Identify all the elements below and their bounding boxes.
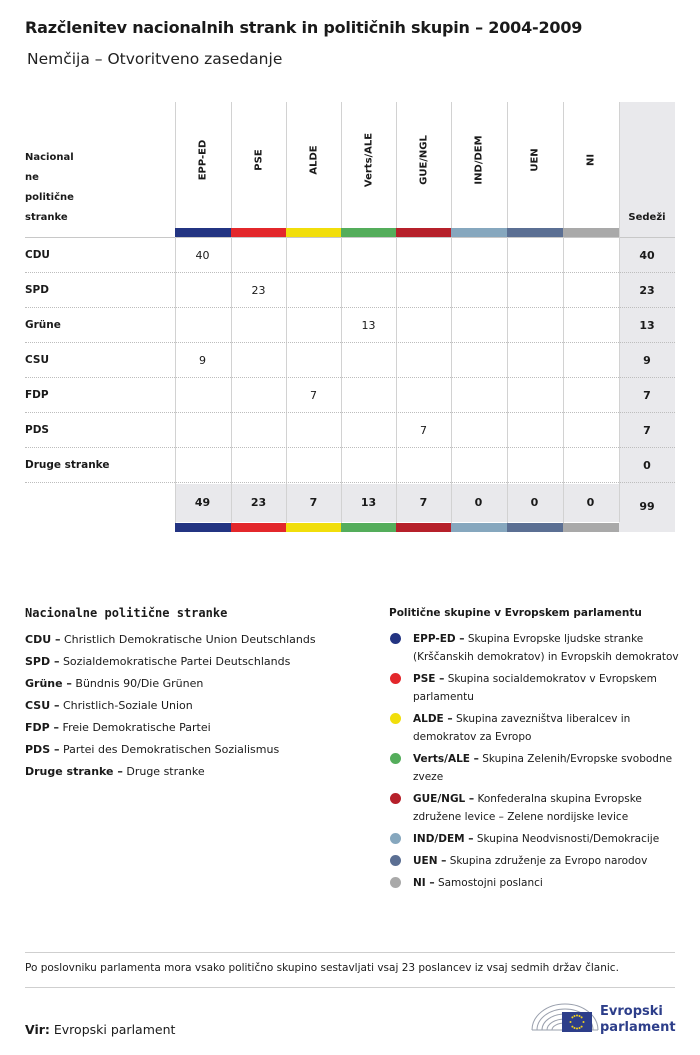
group-color-bar — [396, 228, 452, 237]
group-legend-item — [389, 874, 679, 892]
national-legend-item — [25, 742, 316, 764]
group-header-label: ALDE — [308, 145, 319, 175]
grand-total: 99 — [639, 500, 655, 513]
party-name: FDP — [25, 389, 49, 401]
group-color-bar — [451, 228, 507, 237]
group-color-bar — [231, 523, 287, 532]
page-subtitle: Nemčija – Otvoritveno zasedanje — [27, 50, 283, 68]
group-color-bar — [396, 523, 452, 532]
color-dot-icon — [390, 713, 401, 724]
national-legend-item — [25, 676, 316, 698]
divider — [25, 987, 675, 988]
legend-abbr: Verts/ALE – — [413, 753, 479, 765]
national-legend-item — [25, 698, 316, 720]
national-legend-item — [25, 632, 316, 654]
color-dot-icon — [390, 633, 401, 644]
group-header-label: UEN — [529, 148, 540, 172]
color-dot-icon — [390, 855, 401, 866]
group-header-label: IND/DEM — [473, 135, 484, 185]
national-header-line: ne — [25, 172, 39, 183]
source-line — [25, 1022, 175, 1037]
legend-abbr: GUE/NGL – — [413, 793, 475, 805]
group-total: 7 — [419, 496, 428, 509]
divider — [25, 952, 675, 953]
group-color-bar — [507, 228, 563, 237]
legend-abbr: SPD – — [25, 655, 60, 668]
legend-abbr: Druge stranke – — [25, 765, 123, 778]
groups-legend — [389, 630, 679, 896]
group-header-ind-dem — [451, 102, 506, 228]
group-header-label: GUE/NGL — [418, 135, 429, 185]
group-total: 0 — [474, 496, 483, 509]
group-legend-item — [389, 790, 679, 826]
color-dot-icon — [390, 833, 401, 844]
rules-note: Po poslovniku parlamenta mora vsako politično skupino sestavljati vsaj 23 poslancev iz vsaj sedmih držav članic. — [25, 962, 619, 974]
legend-name: Freie Demokratische Partei — [62, 721, 211, 734]
seat-cell: 9 — [199, 354, 206, 367]
legend-abbr: IND/DEM – — [413, 833, 474, 845]
group-header-pse — [231, 102, 286, 228]
group-color-bar — [286, 228, 342, 237]
group-header-verts-ale — [341, 102, 396, 228]
group-legend-item — [389, 630, 679, 666]
table-row — [25, 238, 675, 273]
row-seat-total: 7 — [643, 389, 651, 402]
group-header-alde — [286, 102, 341, 228]
seat-cell: 7 — [420, 424, 427, 437]
group-color-bar — [563, 523, 619, 532]
party-name: SPD — [25, 284, 49, 296]
seat-cell: 13 — [361, 319, 376, 332]
group-total: 13 — [360, 496, 377, 509]
table-row — [25, 273, 675, 308]
row-seat-total: 0 — [643, 459, 651, 472]
legend-name: Bündnis 90/Die Grünen — [75, 677, 204, 690]
legend-name: Skupina zavezništva liberalcev in demokratov za Evropo — [413, 713, 631, 743]
group-color-bar — [563, 228, 619, 237]
color-dot-icon — [390, 753, 401, 764]
national-header-line: Nacional — [25, 152, 74, 163]
party-name: Grüne — [25, 319, 61, 331]
legend-abbr: ALDE – — [413, 713, 453, 725]
legend-name: Samostojni poslanci — [437, 877, 543, 889]
national-legend — [25, 632, 316, 786]
legend-abbr: CDU – — [25, 633, 61, 646]
national-legend-item — [25, 654, 316, 676]
national-legend-item — [25, 764, 316, 786]
national-legend-title: Nacionalne politične stranke — [25, 606, 228, 620]
legend-abbr: PDS – — [25, 743, 60, 756]
row-seat-total: 40 — [639, 249, 655, 262]
page-title: Razčlenitev nacionalnih strank in političnih skupin – 2004-2009 — [25, 18, 583, 37]
row-seat-total: 13 — [639, 319, 655, 332]
row-seat-total: 23 — [639, 284, 655, 297]
group-color-bar — [507, 523, 563, 532]
source-value: Evropski parlament — [53, 1022, 176, 1037]
group-total: 23 — [250, 496, 267, 509]
group-total: 49 — [194, 496, 211, 509]
group-color-bar — [175, 523, 231, 532]
legend-abbr: UEN – — [413, 855, 447, 867]
table-row — [25, 448, 675, 483]
table-row — [25, 413, 675, 448]
color-dot-icon — [390, 793, 401, 804]
seat-cell: 7 — [310, 389, 317, 402]
group-color-bar — [341, 523, 397, 532]
groups-legend-title: Politične skupine v Evropskem parlamentu — [389, 607, 642, 619]
group-color-bar — [286, 523, 342, 532]
party-name: CDU — [25, 249, 50, 261]
legend-name: Christlich Demokratische Union Deutschlands — [63, 633, 316, 646]
table-row — [25, 343, 675, 378]
group-legend-item — [389, 710, 679, 746]
legend-name: Skupina Evropske ljudske stranke (Krščanskih demokratov) in Evropskih demokratov — [413, 633, 679, 663]
table-row — [25, 308, 675, 343]
color-dot-icon — [390, 673, 401, 684]
group-color-bar — [175, 228, 231, 237]
legend-name: Skupina združenje za Evropo narodov — [449, 855, 648, 867]
legend-abbr: NI – — [413, 877, 435, 889]
legend-abbr: EPP-ED – — [413, 633, 465, 645]
color-dot-icon — [390, 877, 401, 888]
group-color-bar — [231, 228, 287, 237]
national-parties-header — [25, 148, 74, 228]
group-header-gue-ngl — [396, 102, 451, 228]
source-label: Vir: — [25, 1022, 50, 1037]
group-header-label: NI — [585, 153, 596, 167]
group-legend-item — [389, 852, 679, 870]
logo-line-2: parlament — [600, 1020, 676, 1035]
row-divider — [25, 482, 675, 483]
group-header-ni — [563, 102, 618, 228]
national-legend-item — [25, 720, 316, 742]
legend-name: Skupina Neodvisnosti/Demokracije — [476, 833, 660, 845]
seat-cell: 23 — [251, 284, 266, 297]
seat-cell: 40 — [195, 249, 210, 262]
legend-name: Christlich-Soziale Union — [62, 699, 193, 712]
group-header-label: Verts/ALE — [363, 132, 374, 188]
legend-abbr: CSU – — [25, 699, 60, 712]
seats-header: Sedeži — [628, 212, 666, 223]
legend-abbr: PSE – — [413, 673, 445, 685]
group-header-epp-ed — [175, 102, 230, 228]
legend-name: Druge stranke — [126, 765, 205, 778]
group-total: 0 — [586, 496, 595, 509]
logo-wordmark — [600, 1004, 676, 1036]
group-header-label: EPP-ED — [197, 139, 208, 181]
group-header-uen — [507, 102, 562, 228]
group-legend-item — [389, 750, 679, 786]
group-legend-item — [389, 830, 679, 848]
party-name: CSU — [25, 354, 49, 366]
group-total: 0 — [530, 496, 539, 509]
legend-abbr: FDP – — [25, 721, 60, 734]
row-seat-total: 7 — [643, 424, 651, 437]
table-row — [25, 378, 675, 413]
national-header-line: stranke — [25, 212, 68, 223]
group-header-label: PSE — [253, 149, 264, 171]
national-header-line: politične — [25, 192, 74, 203]
legend-name: Skupina Zelenih/Evropske svobodne zveze — [413, 753, 673, 783]
legend-name: Skupina socialdemokratov v Evropskem parlamentu — [413, 673, 657, 703]
group-color-bar — [451, 523, 507, 532]
row-seat-total: 9 — [643, 354, 651, 367]
logo-line-1: Evropski — [600, 1004, 663, 1019]
group-total: 7 — [309, 496, 318, 509]
legend-name: Partei des Demokratischen Sozialismus — [62, 743, 280, 756]
legend-abbr: Grüne – — [25, 677, 72, 690]
legend-name: Sozialdemokratische Partei Deutschlands — [62, 655, 291, 668]
party-name: PDS — [25, 424, 49, 436]
party-name: Druge stranke — [25, 459, 110, 471]
group-color-bar — [341, 228, 397, 237]
legend-name: Konfederalna skupina Evropske združene levice – Zelene nordijske levice — [413, 793, 642, 823]
group-legend-item — [389, 670, 679, 706]
